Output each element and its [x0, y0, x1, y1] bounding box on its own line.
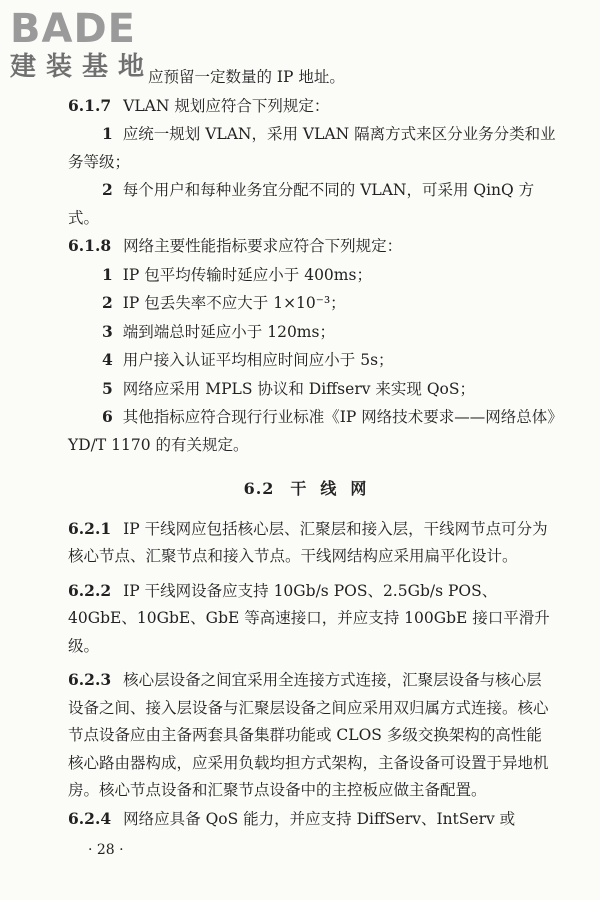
clause-6-2-2	[68, 577, 556, 661]
clause-text: 网络应具备 QoS 能力，并应支持 DiffServ、IntServ 或	[123, 809, 516, 828]
clause-number: 6.2.3	[68, 670, 112, 689]
clause-number: 6.2.2	[68, 580, 112, 600]
list-item	[68, 120, 556, 176]
clause-text: IP 干线网设备应支持 10Gb/s POS、2.5Gb/s POS、40GbE、10GbE、GbE 等高速接口，并应支持 100GbE 接口平滑升级。	[68, 581, 550, 655]
item-number: 1	[102, 124, 113, 143]
item-text: 其他指标应符合现行行业标准《IP 网络技术要求——网络总体》YD/T 1170 的有关规定。	[68, 408, 556, 454]
list-item	[68, 176, 556, 232]
list-item	[68, 403, 556, 459]
list-item	[68, 289, 556, 318]
clause-6-2-4	[68, 805, 556, 834]
clause-number: 6.2.4	[68, 808, 112, 828]
item-text: 端到端总时延应小于 120ms；	[122, 322, 335, 341]
clause-text: VLAN 规划应符合下列规定：	[123, 96, 330, 115]
page-number: · 28 ·	[88, 842, 124, 858]
watermark-brand-cn: 建装基地	[10, 52, 155, 82]
item-number: 4	[102, 350, 113, 369]
clause-number: 6.1.7	[68, 95, 112, 115]
section-title: 干线网	[290, 479, 381, 498]
section-number: 6.2	[243, 479, 275, 498]
item-number: 3	[102, 321, 113, 341]
section-heading	[68, 475, 556, 503]
item-number: 5	[102, 378, 113, 398]
item-text: 网络应采用 MPLS 协议和 Diffserv 来实现 QoS；	[122, 379, 475, 398]
clause-number: 6.1.8	[68, 236, 112, 255]
item-number: 2	[102, 180, 113, 199]
item-text: 每个用户和每种业务宜分配不同的 VLAN，可采用 QinQ 方式。	[68, 181, 535, 227]
list-item	[68, 346, 556, 375]
clause-text: IP 干线网应包括核心层、汇聚层和接入层，干线网节点可分为核心节点、汇聚节点和接入节点。干线网结构应采用扁平化设计。	[68, 519, 548, 565]
clause-6-1-7	[68, 92, 556, 121]
watermark-brand: BADE	[10, 6, 136, 52]
item-number: 6	[102, 407, 113, 426]
clause-6-2-3	[68, 666, 556, 805]
clause-text: 核心层设备之间宜采用全连接方式连接，汇聚层设备与核心层设备之间、接入层设备与汇聚层设备之间应采用双归属方式连接。核心节点设备应由主备两套具备集群功能或 CLOS 多级交换架构的高性能核心路由器构成，应采用负载均担方式架构，主备设备可设置于异地机房。核心节点设备和汇聚节点设备中的主控板应做主备配置。	[68, 671, 549, 799]
list-item	[68, 375, 556, 404]
item-text: 用户接入认证平均相应时间应小于 5s；	[122, 351, 394, 369]
document-body	[68, 64, 556, 833]
clause-6-2-1	[68, 515, 556, 571]
item-number: 2	[102, 293, 113, 312]
item-number: 1	[102, 264, 113, 284]
clause-text: 网络主要性能指标要求应符合下列规定：	[123, 237, 403, 255]
item-text: IP 包平均传输时延应小于 400ms；	[122, 265, 372, 284]
item-text: 应统一规划 VLAN，采用 VLAN 隔离方式来区分业务分类和业务等级；	[68, 125, 556, 171]
list-item	[68, 318, 556, 347]
continued-line: 应预留一定数量的 IP 地址。	[148, 68, 345, 86]
clause-number: 6.2.1	[68, 518, 112, 538]
list-item	[68, 261, 556, 290]
item-text: IP 包丢失率不应大于 1×10⁻³；	[122, 294, 346, 312]
clause-6-1-8	[68, 232, 556, 261]
